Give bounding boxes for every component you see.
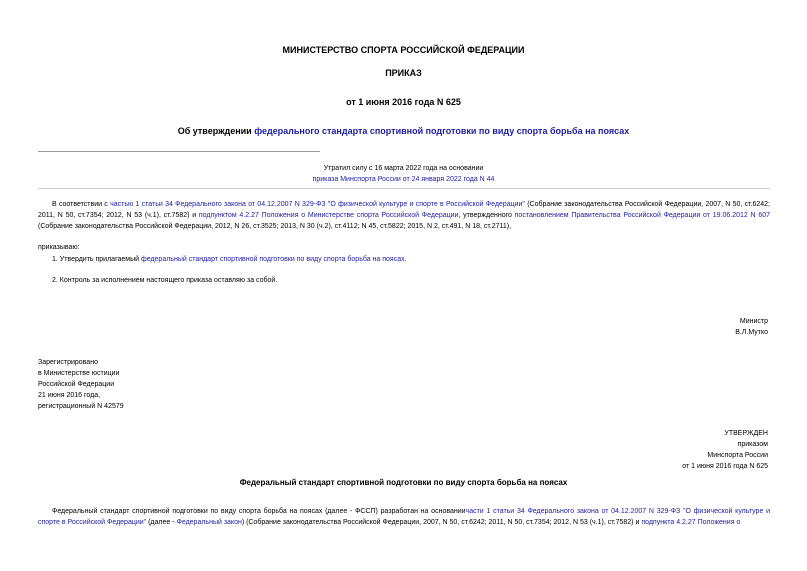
status-line: Утратил силу с 16 марта 2022 года на основании [323, 165, 484, 172]
registration-line: Зарегистрировано [38, 359, 98, 366]
standard-body-paragraph [38, 506, 770, 528]
item-1-text: 1. Утвердить прилагаемый [52, 256, 141, 263]
approval-line: от 1 июня 2016 года N 625 [682, 463, 768, 470]
approval-line: Минспорта России [707, 452, 768, 459]
registration-line: 21 июня 2016 года, [38, 392, 101, 399]
status-top-divider [38, 151, 320, 152]
item-1 [52, 254, 407, 265]
doc-title-link[interactable]: федерального стандарта спортивной подготовки по виду спорта борьба на поясах [254, 126, 630, 136]
doc-title-prefix: Об утверждении [177, 126, 255, 136]
status-bottom-divider [38, 188, 770, 189]
federal-law-link[interactable]: Федеральный закон [176, 519, 242, 526]
registration-block [38, 357, 124, 412]
body-text-3: ) (Собрание законодательства Российской Федерации, 2007, N 50, ст.6242; 2011, N 50, ст.7354; 2012, N 53 (ч.1), ст.7582) и [241, 519, 642, 526]
doc-type-heading: ПРИКАЗ [385, 68, 422, 78]
body-text-2: (далее - [146, 519, 177, 526]
registration-line: в Министерстве юстиции [38, 370, 120, 377]
preamble-text-3: , утвержденного [458, 212, 515, 219]
ministry-heading: МИНИСТЕРСТВО СПОРТА РОССИЙСКОЙ ФЕДЕРАЦИИ [282, 45, 525, 55]
preamble-text-2: (Собрание законодательства Российской Федерации, 2007, N 50, ст.6242; 2011, N 50, ст.7354; 2012, N 53 (ч.1), ст.7582) и [38, 201, 771, 219]
signature-name: В.Л.Мутко [735, 329, 768, 336]
item-2: 2. Контроль за исполнением настоящего приказа оставляю за собой. [52, 277, 278, 284]
approval-line: УТВЕРЖДЕН [724, 430, 768, 437]
preamble-text-4: (Собрание законодательства Российской Федерации, 2012, N 26, ст.3525; 2013, N 30 (ч.2), ст.4112; N 45, ст.5822; 2015, N 2, ст.491, N 18, ст.2711), [38, 223, 512, 230]
subclause-4-2-27-link[interactable]: подпунктом 4.2.27 Положения о Министерстве спорта Российской Федерации [198, 212, 459, 219]
law-329-link[interactable]: частью 1 статьи 34 Федерального закона от 04.12.2007 N 329-ФЗ "О физической культуре и спорте в Российской Федерации" [110, 201, 525, 208]
registration-line: регистрационный N 42579 [38, 403, 124, 410]
repeal-order-link[interactable]: приказа Минспорта России от 24 января 2022 года N 44 [312, 176, 495, 183]
signature-role: Министр [739, 318, 768, 325]
preamble-text-1: В соответствии с [52, 201, 111, 208]
registration-line: Российской Федерации [38, 381, 115, 388]
approval-line: приказом [737, 441, 768, 448]
body-text-1: Федеральный стандарт спортивной подготовки по виду спорта борьба на поясах (далее - ФССП) разработан на основании [52, 508, 466, 515]
government-decree-link[interactable]: постановлением Правительства Российской Федерации от 19.06.2012 N 607 [514, 212, 771, 219]
doc-date-number: от 1 июня 2016 года N 625 [346, 97, 461, 107]
body-law-link[interactable]: части 1 статьи 34 Федерального закона от 04.12.2007 N 329-ФЗ "О физической культуре и спорте в Российской Федерации" [38, 508, 770, 526]
approval-block [682, 428, 768, 472]
order-word: приказываю: [38, 244, 80, 251]
item-1-end: . [404, 256, 407, 263]
preamble-paragraph [38, 199, 770, 232]
standard-link[interactable]: федеральный стандарт спортивной подготовки по виду спорта борьба на поясах [140, 256, 405, 263]
body-subclause-link[interactable]: подпункта 4.2.27 Положения о [641, 519, 741, 526]
standard-title: Федеральный стандарт спортивной подготовки по виду спорта борьба на поясах [239, 478, 568, 487]
status-line-2 [0, 174, 807, 185]
doc-title [0, 126, 807, 136]
